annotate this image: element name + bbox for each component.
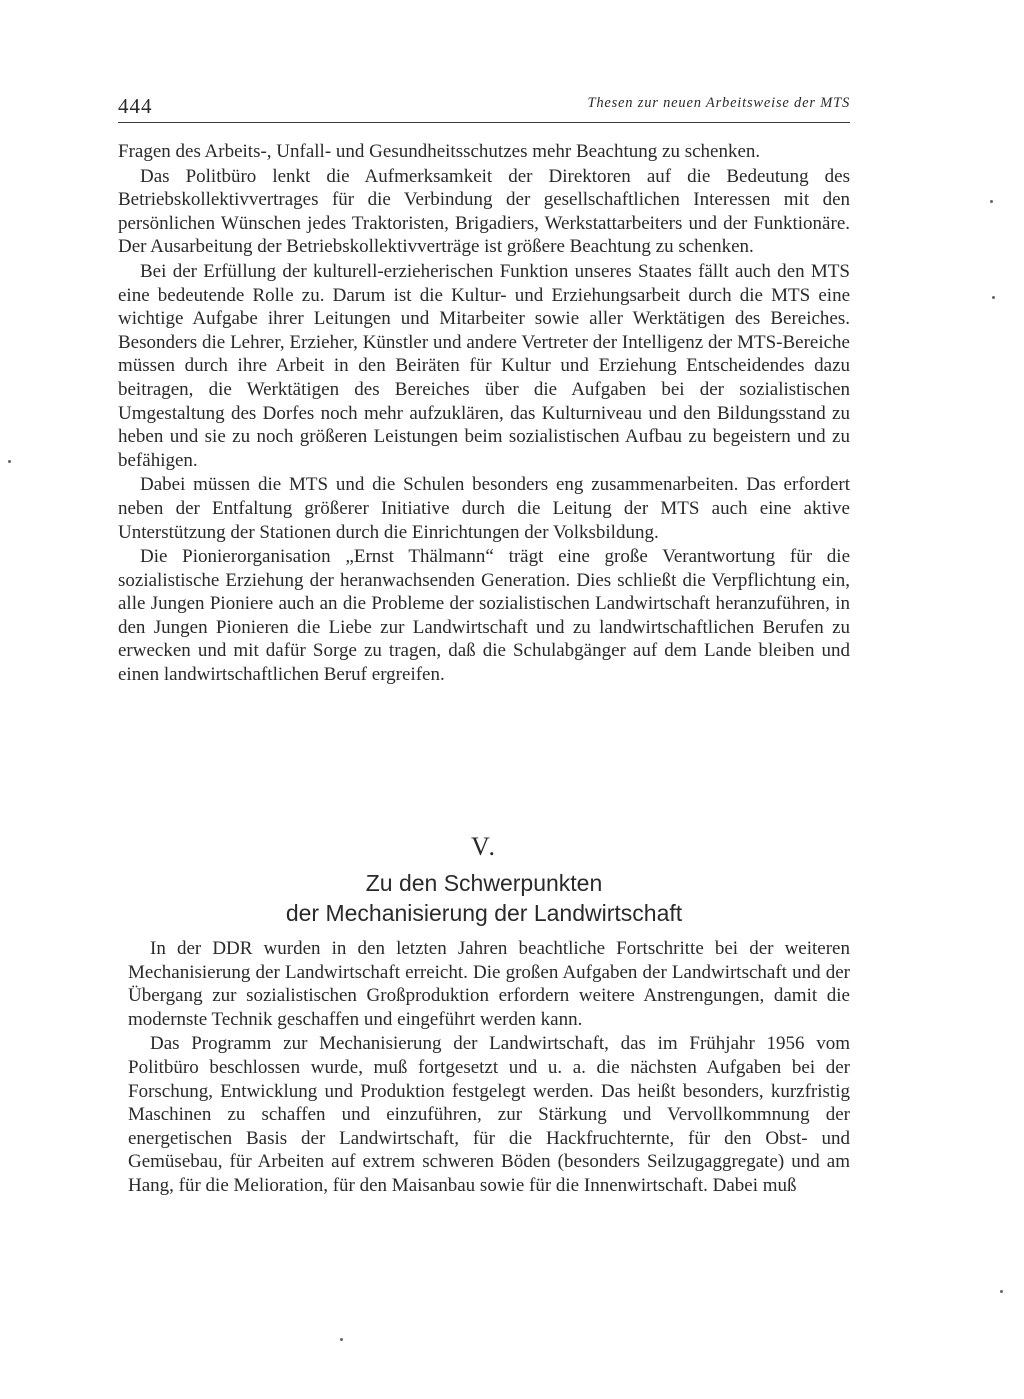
paragraph: Dabei müssen die MTS und die Schulen besonders eng zusammenarbeiten. Das erfordert neben der Entfaltung größerer Initiative durch die Leitung der MTS auch eine aktive Unterstützung der Stationen durch die Einrichtungen der Volksbildung. xyxy=(118,474,850,543)
page-number: 444 xyxy=(118,94,153,118)
section-heading xyxy=(118,868,850,928)
section-heading-line: der Mechanisierung der Landwirtschaft xyxy=(285,900,683,926)
paragraph: Die Pionierorganisation „Ernst Thälmann“ trägt eine große Verantwortung für die sozialistische Erziehung der heranwachsenden Generation. Dies schließt die Verpflichtung ein, alle Jungen Pioniere auch an die Probleme der sozialistischen Landwirtschaft heranzuführen, in den Jungen Pionieren die Liebe zur Landwirtschaft und zu landwirtschaftlichen Berufen zu erwecken und mit dafür Sorge zu tragen, daß die Schulabgänger auf dem Lande bleiben und einen landwirtschaftlichen Beruf ergreifen. xyxy=(118,546,850,686)
paragraph: In der DDR wurden in den letzten Jahren beachtliche Fortschritte bei der weiteren Mechanisierung der Landwirtschaft erreicht. Die großen Aufgaben der Landwirtschaft und der Übergang zur sozialistischen Großproduktion erfordern weitere Anstrengungen, damit die modernste Technik geschaffen und eingeführt werden kann. xyxy=(128,938,850,1030)
scan-speck xyxy=(8,460,11,463)
paragraph: Fragen des Arbeits-, Unfall- und Gesundheitsschutzes mehr Beachtung zu schenken. xyxy=(118,141,761,162)
body-text-lower xyxy=(128,937,850,1198)
paragraph: Das Programm zur Mechanisierung der Landwirtschaft, das im Frühjahr 1956 vom Politbüro beschlossen wurde, muß fortgesetzt und u. a. die nächsten Aufgaben bei der Forschung, Entwicklung und Produktion festgelegt werden. Das heißt besonders, kurzfristig Maschinen zu schaffen und einzuführen, zur Stärkung und Vervollkommnung der energetischen Basis der Landwirtschaft, für die Hackfruchternte, für den Obst- und Gemüsebau, für Arbeiten auf extrem schweren Böden (besonders Seilzugaggregate) und am Hang, für die Melioration, für den Maisanbau sowie für die Innenwirtschaft. Dabei muß xyxy=(128,1033,850,1196)
scan-speck xyxy=(990,200,993,203)
paragraph: Das Politbüro lenkt die Aufmerksamkeit der Direktoren auf die Bedeutung des Betriebskollektivvertrages für die Verbindung der gesellschaftlichen Interessen mit den persönlichen Wünschen jedes Traktoristen, Brigadiers, Werkstattarbeiters und der Funktionäre. Der Ausarbeitung der Betriebskollektivverträge ist größere Beachtung zu schenken. xyxy=(118,165,850,258)
running-title: Thesen zur neuen Arbeitsweise der MTS xyxy=(587,95,850,111)
page-header xyxy=(118,92,850,123)
scan-speck xyxy=(992,296,995,299)
scan-speck xyxy=(1000,1290,1003,1293)
section-heading-line: Zu den Schwerpunkten xyxy=(365,870,603,896)
scan-speck xyxy=(340,1338,343,1341)
paragraph: Bei der Erfüllung der kulturell-erzieherischen Funktion unseres Staates fällt auch den MTS eine bedeutende Rolle zu. Darum ist die Kultur- und Erziehungsarbeit durch die MTS eine wichtige Aufgabe ihrer Leitungen und Mitarbeiter sowie aller Werktätigen des Bereiches. Besonders die Lehrer, Erzieher, Künstler und andere Vertreter der Intelligenz der MTS-Bereiche müssen durch ihre Arbeit in den Beiräten für Kultur und Erziehung Entscheidendes dazu beitragen, die Werktätigen des Bereiches über die Aufgaben bei der sozialistischen Umgestaltung des Dorfes noch mehr aufzuklären, das Kulturniveau und den Bildungsstand zu heben und sie zu noch größeren Leistungen beim sozialistischen Aufbau zu begeistern und zu befähigen. xyxy=(118,260,850,471)
body-text-upper xyxy=(118,140,850,687)
section-numeral: V. xyxy=(471,832,497,861)
